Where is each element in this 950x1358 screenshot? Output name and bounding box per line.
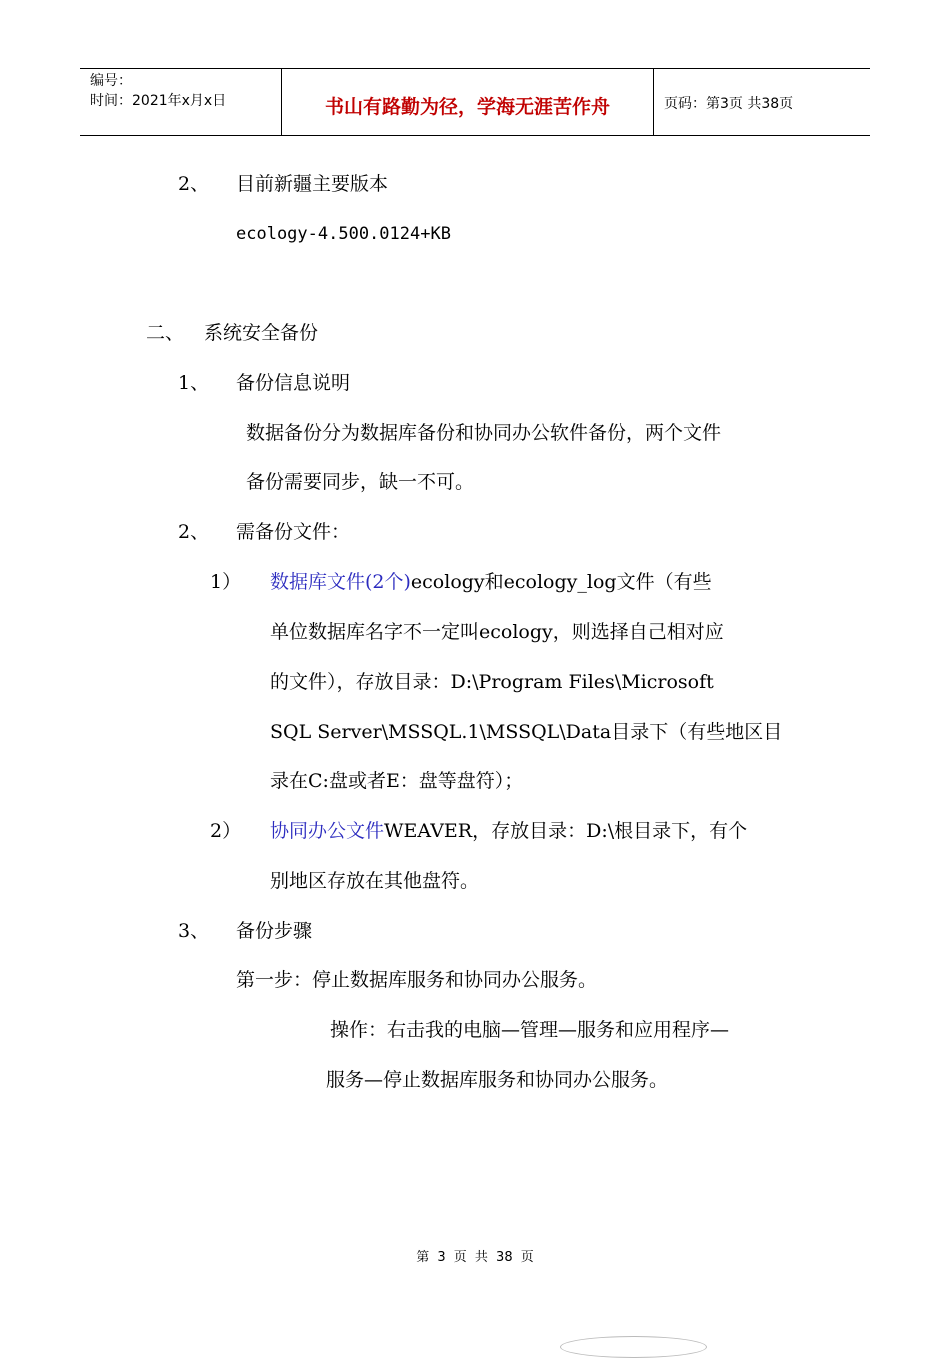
backup-steps-heading	[178, 919, 312, 943]
header-meta	[80, 69, 282, 135]
oa-files-link[interactable]: 协同办公文件	[270, 820, 385, 842]
backup-op-line1: 操作：右击我的电脑—管理—服务和应用程序—	[330, 1019, 730, 1041]
version-title: 目前新疆主要版本	[236, 173, 389, 195]
backup-number: 二、	[146, 322, 185, 344]
oa-files-line1	[210, 819, 747, 843]
backup-info-title: 备份信息说明	[236, 372, 351, 394]
header-code-label: 编号：	[90, 73, 132, 89]
backup-info-number: 1、	[178, 372, 210, 394]
oa-files-line2: 别地区存放在其他盘符。	[270, 870, 480, 892]
db-files-line1-rest: ecology和ecology_log文件（有些	[410, 571, 712, 593]
db-files-line3: 的文件），存放目录：D:\Program Files\Microsoft	[270, 671, 714, 693]
header-time-label: 时间：2021年x月x日	[90, 93, 227, 109]
backup-steps-number: 3、	[178, 920, 210, 942]
backup-op-line2: 服务—停止数据库服务和协同办公服务。	[326, 1069, 669, 1091]
backup-info-line1: 数据备份分为数据库备份和协同办公软件备份，两个文件	[246, 422, 722, 444]
db-files-line1	[210, 570, 712, 594]
db-files-link[interactable]: 数据库文件(2个)	[270, 571, 411, 593]
db-files-number: 1）	[210, 571, 242, 593]
backup-files-number: 2、	[178, 521, 210, 543]
backup-heading	[146, 321, 318, 345]
backup-info-line2: 备份需要同步，缺一不可。	[246, 471, 475, 493]
db-files-line2: 单位数据库名字不一定叫ecology，则选择自己相对应	[270, 621, 724, 643]
backup-step1: 第一步：停止数据库服务和协同办公服务。	[236, 969, 598, 991]
page-header	[80, 68, 870, 136]
oa-files-line1-rest: WEAVER，存放目录：D:\根目录下，有个	[384, 820, 748, 842]
header-page-info: 页码：第3页 共38页	[664, 96, 794, 112]
page-footer: 第 3 页 共 38 页	[416, 1250, 534, 1265]
oa-files-number: 2）	[210, 820, 242, 842]
backup-files-title: 需备份文件：	[236, 521, 351, 543]
version-heading	[178, 172, 388, 196]
backup-info-heading	[178, 371, 350, 395]
version-value: ecology-4.500.0124+KB	[236, 224, 451, 244]
db-files-line4: SQL Server\MSSQL.1\MSSQL\Data目录下（有些地区目	[270, 721, 783, 743]
db-files-line5: 录在C:盘或者E：盘等盘符）；	[270, 770, 524, 792]
backup-files-heading	[178, 520, 350, 544]
backup-steps-title: 备份步骤	[236, 920, 313, 942]
page-edge-decoration	[560, 1336, 707, 1358]
header-motto: 书山有路勤为径，学海无涯苦作舟	[282, 69, 654, 135]
version-number: 2、	[178, 173, 210, 195]
backup-title: 系统安全备份	[204, 322, 319, 344]
